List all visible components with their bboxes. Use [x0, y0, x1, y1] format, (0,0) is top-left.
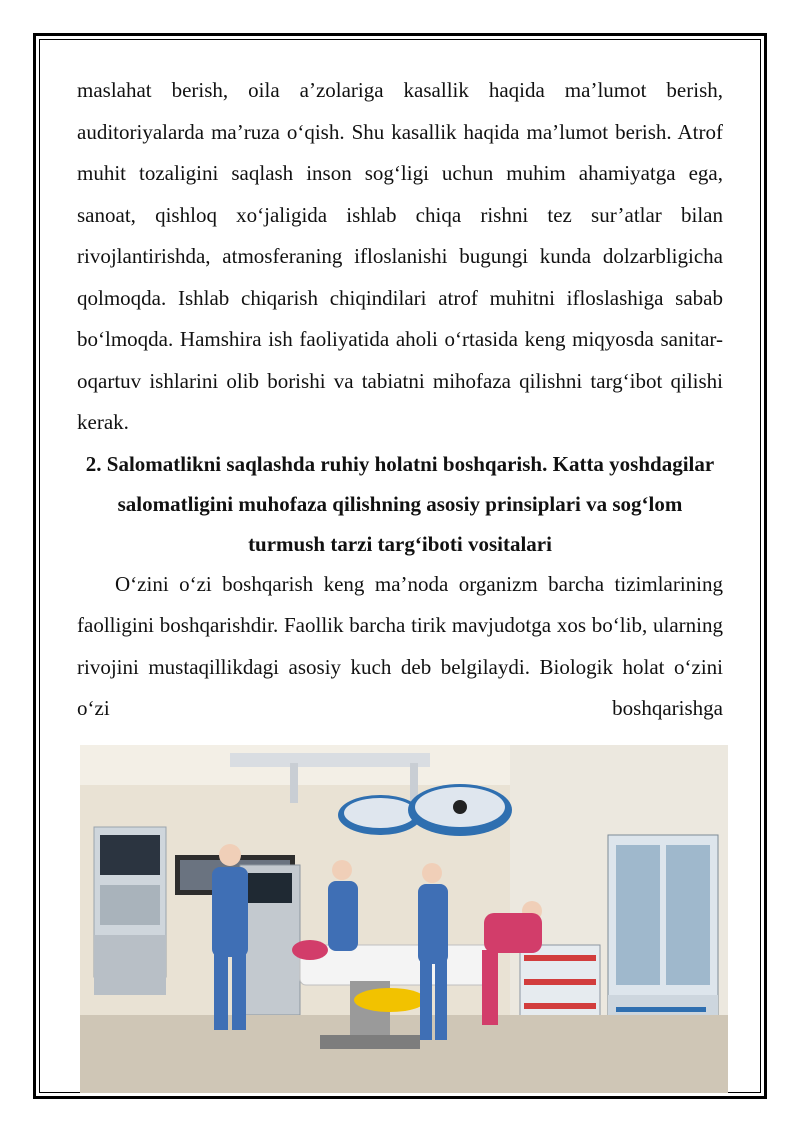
- operating-room-illustration: [80, 745, 728, 1093]
- operating-room-photo: [80, 745, 728, 1093]
- body-paragraph-1: maslahat berish, oila a’zolariga kasallik haqida ma’lumot berish, auditoriyalarda ma’ruza o‘qish. Shu kasallik haqida ma’lumot berish. Atrof muhit tozaligini saqlash inson sog‘ligi uchun muhim ahamiyatga ega, sanoat, qishloq xo‘jaligida ishlab chiqa rishni tez sur’atlar bilan rivojlantirishda, atmosferaning ifloslanishi bugungi kunda dolzarbligicha qolmoqda. Ishlab chiqarish chiqindilari atrof muhitni ifloslashiga sabab bo‘lmoqda. Hamshira ish faoliyatida aholi o‘rtasida keng miqyosda sanitar-oqartuv ishlarini olib borishi va tabiatni mihofaza qilishni targ‘ibot qilishi kerak.: [77, 78, 723, 434]
- page-content: [77, 70, 723, 730]
- section-heading: 2. Salomatlikni saqlashda ruhiy holatni boshqarish. Katta yoshdagilar salomatligini muhofaza qilishning asosiy prinsiplari va sog‘lom turmush tarzi targ‘iboti vositalari: [85, 451, 715, 556]
- body-paragraph-2: O‘zini o‘zi boshqarish keng ma’noda organizm barcha tizimlarining faolligini boshqarishdir. Faollik barcha tirik mavjudotga xos bo‘lib, ularning rivojini mustaqillikdagi asosiy kuch deb belgilaydi. Biologik holat o‘zini o‘zi boshqarishga: [77, 571, 723, 720]
